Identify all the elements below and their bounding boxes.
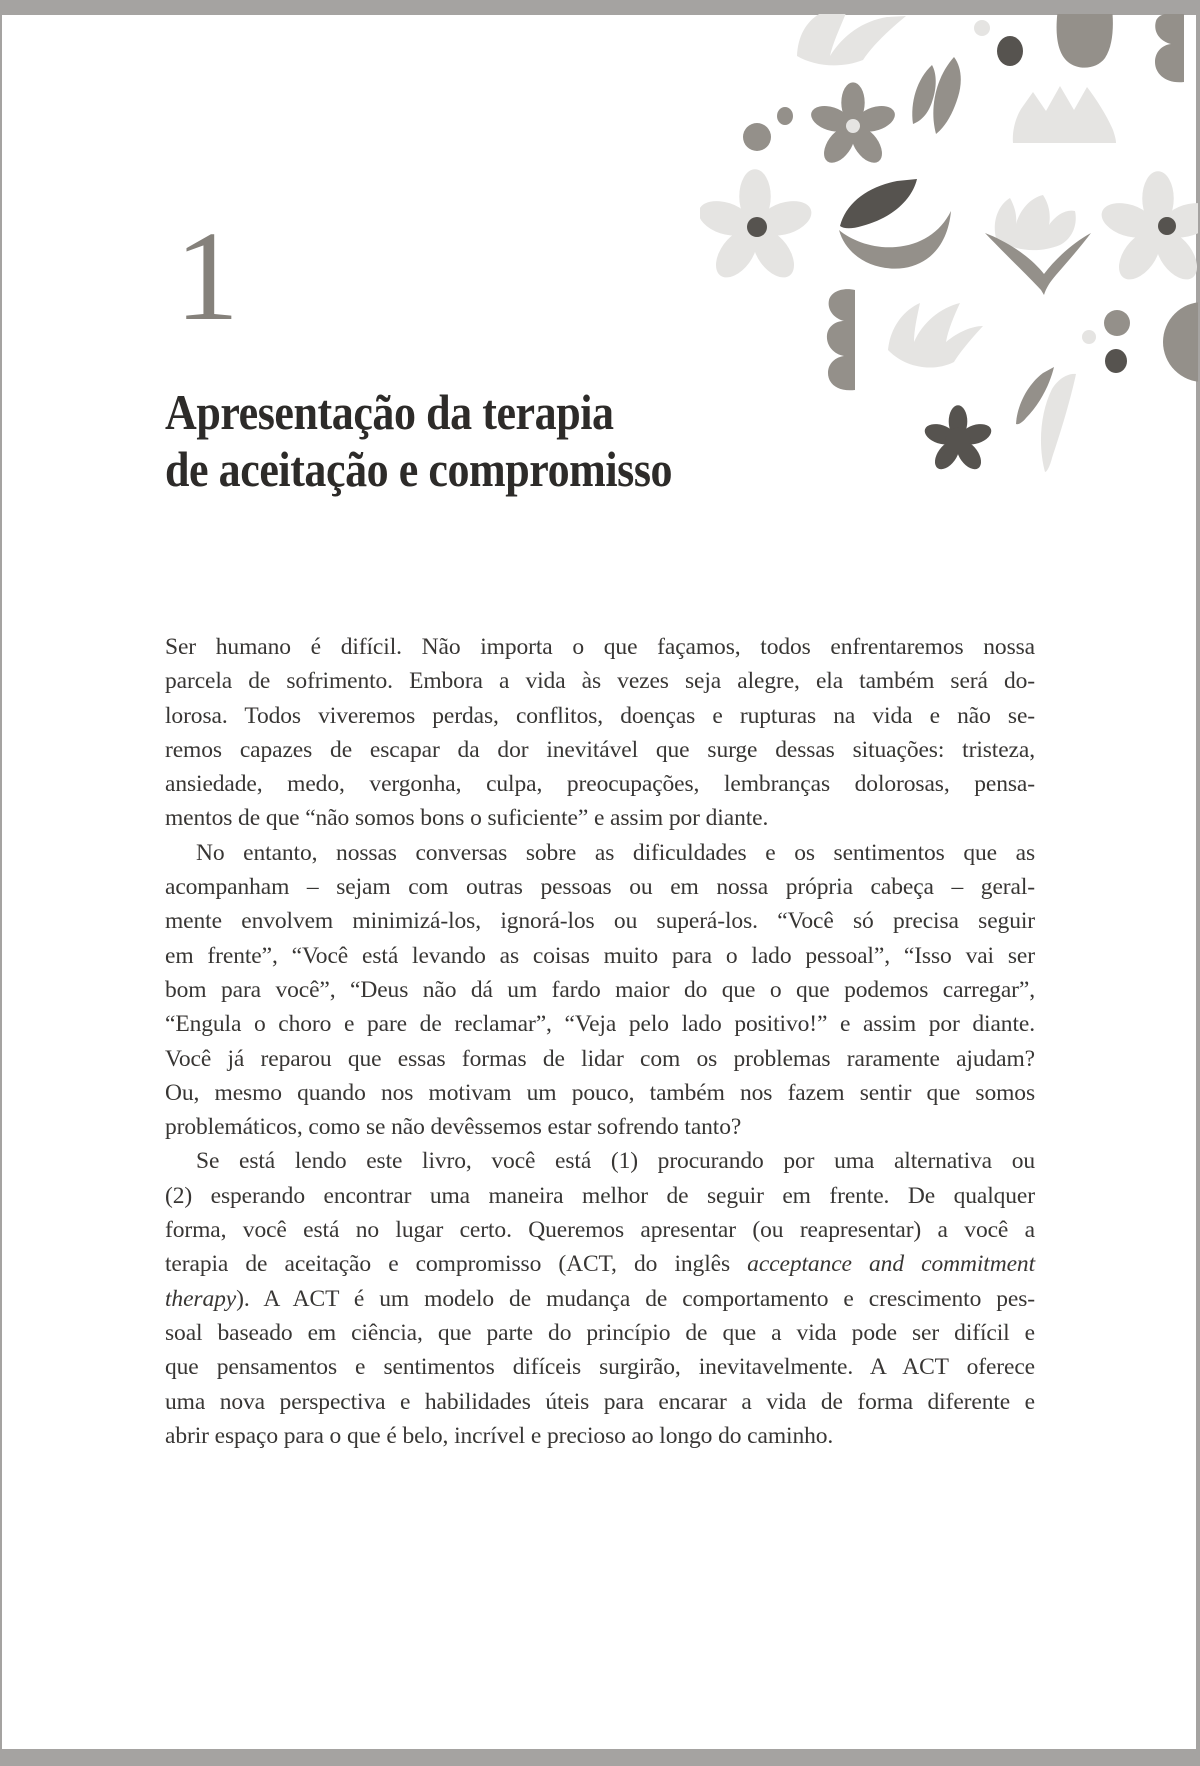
- text-line: [165, 1213, 1035, 1247]
- text-segment: terapia de aceitação e compromisso (ACT, do inglês: [165, 1251, 748, 1278]
- text-segment: problemáticos, como se não devêssemos estar sofrendo tanto?: [165, 1114, 742, 1141]
- leaf-icon: [840, 179, 917, 228]
- text-line: [165, 801, 1035, 835]
- paragraph: [165, 630, 1035, 836]
- text-line: [165, 1144, 1035, 1178]
- dot-icon: [974, 20, 990, 36]
- text-line: [165, 1247, 1035, 1281]
- text-segment: (2) esperando encontrar uma maneira melhor de seguir em frente. De qualquer: [165, 1182, 1035, 1209]
- text-line: [165, 1110, 1035, 1144]
- paragraph: [165, 1144, 1035, 1453]
- text-segment: No entanto, nossas conversas sobre as dificuldades e os sentimentos que as: [196, 839, 1035, 866]
- wing-icon: [888, 303, 983, 368]
- dot-icon: [1082, 330, 1096, 344]
- chapter-title-line1: Apresentação da terapia: [165, 384, 614, 440]
- text-segment: que pensamentos e sentimentos difíceis surgirão, inevitavelmente. A ACT oferece: [165, 1354, 1035, 1381]
- text-segment: abrir espaço para o que é belo, incrível e precioso ao longo do caminho.: [165, 1422, 834, 1449]
- dot-icon: [1104, 310, 1130, 336]
- text-line: [165, 630, 1035, 664]
- text-segment: Ser humano é difícil. Não importa o que façamos, todos enfrentaremos nossa: [165, 634, 1035, 660]
- text-line: [165, 699, 1035, 733]
- dot-icon: [1105, 349, 1127, 373]
- text-line: [165, 836, 1035, 870]
- text-segment: Você já reparou que essas formas de lidar com os problemas raramente ajudam?: [165, 1045, 1035, 1072]
- dot-icon: [997, 36, 1023, 66]
- text-segment: bom para você”, “Deus não dá um fardo maior do que o que podemos carregar”,: [165, 976, 1035, 1003]
- text-segment: parcela de sofrimento. Embora a vida às vezes seja alegre, ela também será do-: [165, 668, 1035, 695]
- text-segment: acompanham – sejam com outras pessoas ou em nossa própria cabeça – geral-: [165, 874, 1035, 901]
- italic-text: acceptance and commitment: [747, 1251, 1035, 1278]
- tulip-icon: [995, 195, 1076, 250]
- text-line: [165, 973, 1035, 1007]
- text-segment: mente envolvem minimizá-los, ignorá-los ou superá-los. “Você só precisa seguir: [165, 908, 1035, 935]
- text-segment: soal baseado em ciência, que parte do princípio de que a vida pode ser difícil e: [165, 1319, 1035, 1346]
- flower-center-icon: [1158, 217, 1176, 235]
- text-line: [165, 1350, 1035, 1384]
- floral-decoration: [700, 14, 1198, 484]
- text-line: [165, 664, 1035, 698]
- text-line: [165, 939, 1035, 973]
- text-segment: Se está lendo este livro, você está (1) procurando por uma alternativa ou: [196, 1148, 1035, 1175]
- paragraph: [165, 836, 1035, 1145]
- text-segment: lorosa. Todos viveremos perdas, conflitos, doenças e rupturas na vida e não se-: [165, 702, 1035, 729]
- text-segment: ansiedade, medo, vergonha, culpa, preocupações, lembranças dolorosas, pensa-: [165, 771, 1035, 798]
- page-bottom-border: [0, 1749, 1200, 1766]
- text-segment: ). A ACT é um modelo de mudança de comportamento e crescimento pes-: [236, 1285, 1035, 1312]
- text-line: [165, 1419, 1035, 1453]
- text-segment: mentos de que “não somos bons o suficiente” e assim por diante.: [165, 805, 769, 832]
- text-line: [165, 1076, 1035, 1110]
- wing-icon: [797, 14, 906, 65]
- dot-icon: [743, 123, 771, 151]
- chapter-number: 1: [175, 205, 239, 347]
- dot-icon: [777, 107, 793, 125]
- text-line: [165, 767, 1035, 801]
- flower-center-icon: [846, 119, 860, 133]
- text-segment: remos capazes de escapar da dor inevitável que surge dessas situações: tristeza,: [165, 736, 1035, 763]
- text-segment: forma, você está no lugar certo. Queremos apresentar (ou reapresentar) a você a: [165, 1217, 1035, 1244]
- body-text: [165, 630, 1035, 1453]
- page-left-border: [0, 15, 2, 1749]
- flower-center-icon: [747, 217, 767, 237]
- text-line: [165, 1316, 1035, 1350]
- scallop-icon: [827, 289, 855, 390]
- chapter-title-line2: de aceitação e compromisso: [165, 441, 673, 497]
- text-segment: Ou, mesmo quando nos motivam um pouco, também nos fazem sentir que somos: [165, 1079, 1035, 1106]
- page-top-border: [0, 0, 1200, 15]
- leaf-icon: [912, 65, 935, 124]
- text-line: [165, 1042, 1035, 1076]
- scallop-icon: [1155, 14, 1184, 82]
- text-line: [165, 1179, 1035, 1213]
- text-line: [165, 1007, 1035, 1041]
- text-line: [165, 904, 1035, 938]
- flower-icon: [922, 405, 994, 473]
- dot-icon: [1163, 302, 1198, 382]
- italic-text: therapy: [165, 1285, 237, 1312]
- tulip-icon: [1057, 14, 1113, 68]
- text-line: [165, 733, 1035, 767]
- text-line: [165, 1385, 1035, 1419]
- text-segment: uma nova perspectiva e habilidades úteis para encarar a vida de forma diferente e: [165, 1388, 1035, 1415]
- text-line: [165, 1282, 1035, 1316]
- chapter-title: [165, 384, 672, 498]
- text-line: [165, 870, 1035, 904]
- flower-icon: [1097, 171, 1198, 287]
- text-segment: “Engula o choro e pare de reclamar”, “Veja pelo lado positivo!” e assim por diante.: [165, 1011, 1035, 1038]
- leaf-icon: [933, 57, 960, 134]
- text-segment: em frente”, “Você está levando as coisas muito para o lado pessoal”, “Isso vai ser: [165, 942, 1035, 969]
- mountain-icon: [1013, 86, 1116, 143]
